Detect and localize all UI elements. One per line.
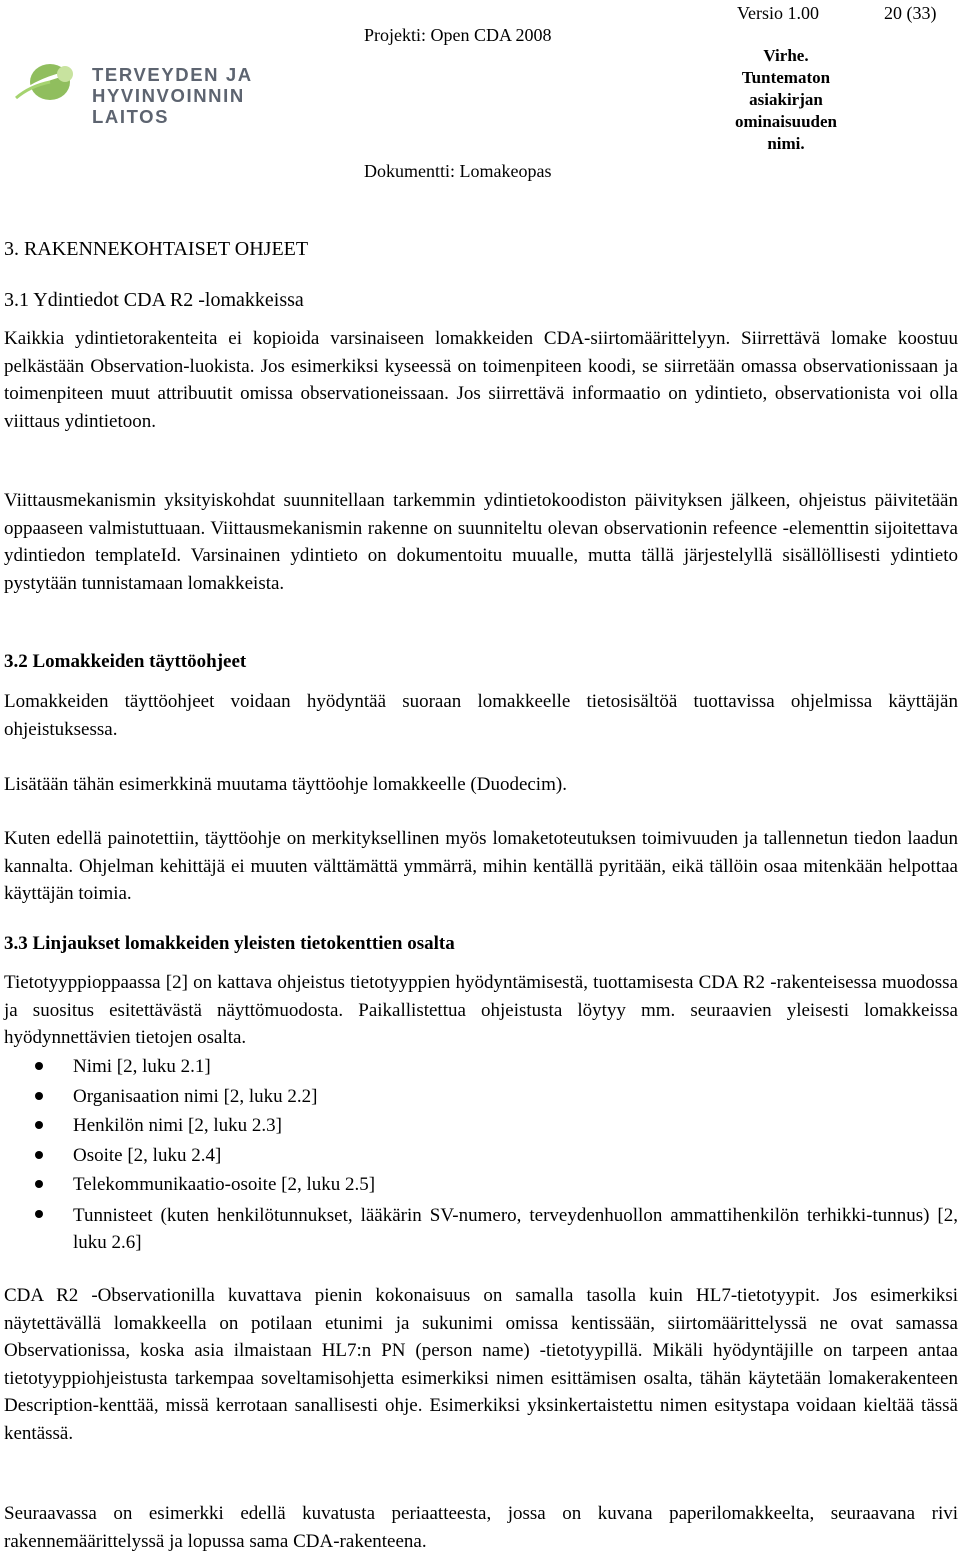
- paragraph: CDA R2 -Observationilla kuvattava pienin kokonaisuus on samalla tasolla kuin HL7-tietotyypit. Jos esimerkiksi näytettävällä lomakkeella on potilaan etunimi ja sukunimi omissa kentissään, siirtomäärittelyssä ne ovat samassa Observationissa, koska asia ilmaistaan HL7:n PN (person name) -tietotyypillä. Mikäli hyödyntäjille on tarpeen antaa tietotyyppiohjeistusta tarkempaa soveltamisohjetta esimerkiksi nimen esittämisen osalta, tähän käytetään lomakerakenteen Description-kenttää, missä kerrotaan sanallisesti ohje. Esimerkiksi yksinkertaistettu nimen esitystapa voidaan kieltää tässä kentässä.: [4, 1285, 958, 1444]
- error-line: nimi.: [767, 134, 805, 153]
- paragraph: Lomakkeiden täyttöohjeet voidaan hyödyntää suoraan lomakkeelle tietosisältöä tuottavissa ohjelmissa käyttäjän ohjeistuksessa.: [4, 691, 958, 740]
- organization-logo: [10, 52, 320, 127]
- paragraph: Seuraavassa on esimerkki edellä kuvatusta periaatteesta, jossa on kuvana paperilomakkeelta, seuraavana rivi rakennemäärittelyssä ja lopussa sama CDA-rakenteena.: [4, 1503, 958, 1552]
- bullet-icon: [35, 1151, 43, 1159]
- list-item-text: Osoite [2, luku 2.4]: [73, 1144, 222, 1166]
- field-error-block: [711, 45, 861, 155]
- logo-line-2: HYVINVOINNIN LAITOS: [92, 85, 245, 127]
- list-item-text: Nimi [2, luku 2.1]: [73, 1056, 211, 1077]
- bullet-icon: [35, 1210, 43, 1218]
- error-line: ominaisuuden: [734, 112, 838, 131]
- paragraph: Lisätään tähän esimerkkinä muutama täyttöohje lomakkeelle (Duodecim).: [4, 774, 567, 795]
- logo-line-1: TERVEYDEN JA: [92, 64, 253, 85]
- logo-leaf-icon: [10, 52, 90, 112]
- list-item: [0, 1111, 958, 1141]
- paragraph: Tietotyyppioppaassa [2] on kattava ohjeistus tietotyyppien hyödyntämisestä, tuottamisesta CDA R2 -rakenteisessa muodossa ja suositus esitettävästä näyttömuodosta. Paikallistettua ohjeistusta löytyy mm. seuraavien yleisesti lomakkeissa hyödynnettävien tietojen osalta.: [4, 972, 958, 1049]
- paragraph: Kuten edellä painotettiin, täyttöohje on merkityksellinen myös lomaketoteutuksen toimivuuden ja tallennetun tiedon laadun kannalta. Ohjelman kehittäjä ei muuten välttämättä ymmärrä, mihin kentällä pyritään, eikä tällöin osaa mitenkään helpottaa käyttäjän toimia.: [4, 828, 958, 905]
- error-line: Virhe.: [763, 46, 809, 65]
- list-item: [0, 1141, 958, 1171]
- bullet-icon: [35, 1180, 43, 1188]
- bullet-icon: [35, 1092, 43, 1100]
- project-label: Projekti: Open CDA 2008: [364, 25, 552, 45]
- list-item: [0, 1052, 958, 1082]
- version-label: Versio 1.00: [737, 3, 819, 23]
- section-3-1-heading: 3.1 Ydintiedot CDA R2 -lomakkeissa: [4, 289, 304, 311]
- list-item: [0, 1170, 958, 1200]
- error-line: Tuntematon: [741, 68, 831, 87]
- paragraph: Kaikkia ydintietorakenteita ei kopioida varsinaiseen lomakkeiden CDA-siirtomäärittelyyn. Siirrettävä lomake koostuu pelkästään Observation-luokista. Jos esimerkiksi kyseessä on toimenpiteen koodi, se siirretään omassa observationissaan ja toimenpiteen muut attribuutit omissa observationeissaan. Jos siirrettävä informaatio on ydintieto, observationista voi olla viittaus ydintietoon.: [4, 328, 958, 432]
- section-3-3-heading: 3.3 Linjaukset lomakkeiden yleisten tietokenttien osalta: [4, 933, 455, 954]
- list-item-text: Organisaation nimi [2, luku 2.2]: [73, 1085, 318, 1107]
- error-line: asiakirjan: [749, 90, 823, 109]
- list-item-text: Tunnisteet (kuten henkilötunnukset, lääkärin SV-numero, terveydenhuollon ammattihenkilön terhikki-tunnus) [2, luku 2.6]: [73, 1204, 958, 1253]
- page-number: 20 (33): [884, 3, 937, 23]
- list-item: [0, 1082, 958, 1112]
- document-label: Dokumentti: Lomakeopas: [364, 161, 552, 181]
- bullet-icon: [35, 1121, 43, 1129]
- list-item-text: Telekommunikaatio-osoite [2, luku 2.5]: [73, 1174, 376, 1195]
- section-3-2-heading: 3.2 Lomakkeiden täyttöohjeet: [4, 651, 247, 672]
- section-3-heading: 3. RAKENNEKOHTAISET OHJEET: [4, 238, 309, 260]
- list-item: [0, 1200, 958, 1256]
- list-item-text: Henkilön nimi [2, luku 2.3]: [73, 1115, 282, 1136]
- reference-list: [0, 1052, 958, 1256]
- paragraph: Viittausmekanismin yksityiskohdat suunnitellaan tarkemmin ydintietokoodiston päivityksen jälkeen, ohjeistus päivitetään oppaaseen valmistuttuaan. Viittausmekanismin rakenne on suunniteltu olevan observationin refeence -elementtin sijoitettava ydintiedon templateId. Varsinainen ydintieto on dokumentoitu muualle, mutta tällä järjestelyllä sisällöllisesti ydintieto pystytään tunnistamaan lomakkeista.: [4, 490, 958, 594]
- bullet-icon: [35, 1062, 43, 1070]
